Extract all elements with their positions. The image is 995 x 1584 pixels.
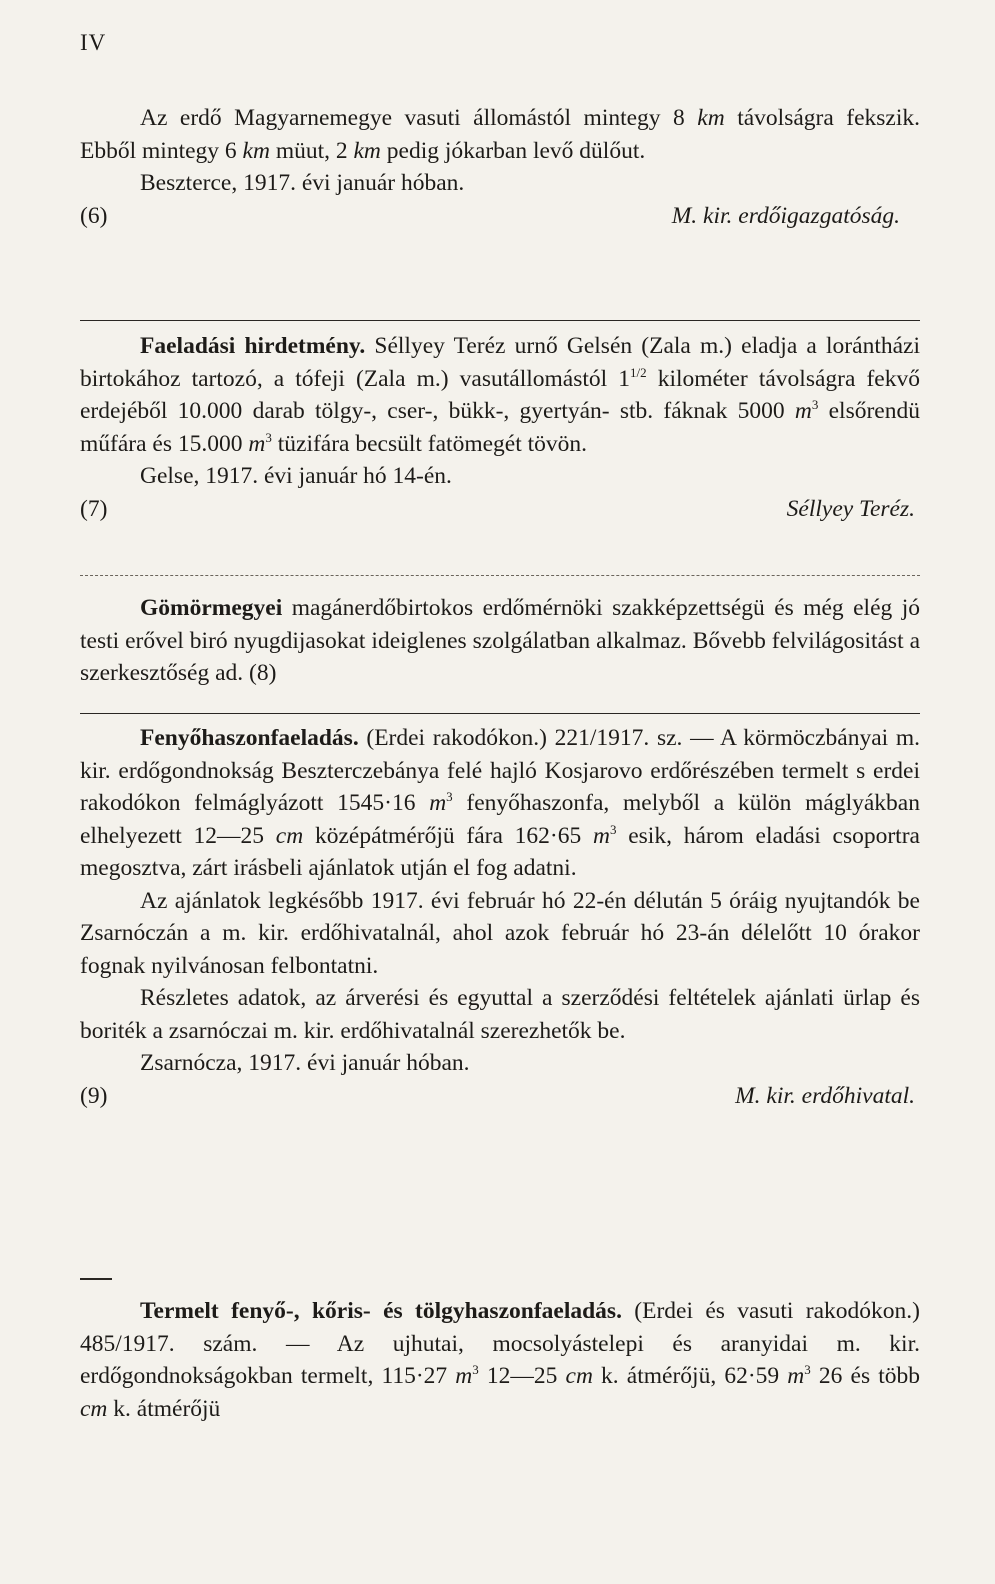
notice-7-body: [80, 330, 920, 460]
unit: cm: [275, 822, 304, 849]
notice-9-signature-line: [80, 1080, 920, 1113]
text: esik, három eladási csoportra megosztva, zárt irásbeli ajánlatok utján el fog adatni.: [80, 822, 920, 881]
unit: km: [697, 105, 725, 131]
superscript: 3: [265, 429, 272, 445]
text: tüzifára becsült fatömegét tövön.: [271, 430, 588, 457]
superscript: 3: [446, 789, 453, 804]
unit: km: [353, 137, 381, 164]
text: (Erdei rakodókon.) 221/1917. sz. — A körmöczbányai m. kir. erdőgondnokság Beszterczebánya felé hajló Kosjarovo erdőrészében termelt s erdei rakodókon felmáglyázott 1545·16: [80, 725, 920, 816]
superscript: 3: [609, 821, 617, 837]
notice-9: [80, 722, 920, 1112]
page-number: IV: [80, 30, 107, 55]
notice-number: (7): [80, 495, 108, 522]
notice-9-paragraph-2: Az ajánlatok legkésőbb 1917. évi február hó 22-én délután 5 óráig nyujtandók be Zsarnóczán a m. kir. erdőhivatalnál, ahol azok február hó 23-án délelőtt 10 órakor fognak nyilvánosan felbontatni.: [80, 887, 920, 979]
divider: [80, 713, 920, 714]
notice-9-body: [80, 722, 920, 885]
unit: m: [794, 398, 812, 424]
notice-9-paragraph-3: Részletes adatok, az árverési és egyuttal a szerződési feltételek ajánlati ürlap és boriték a zsarnóczai m. kir. erdőhivatalnál szerezhetők be.: [80, 985, 920, 1044]
notice-6-signature-line: [80, 200, 920, 233]
text: 12—25: [478, 1363, 566, 1389]
superscript: 3: [811, 397, 819, 412]
notice-7-signature-line: [80, 493, 920, 526]
unit: km: [242, 137, 270, 164]
text: (Erdei és vasuti rakodókon.) 485/1917. szám. — Az ujhutai, mocsolyástelepi és aranyidai m. kir. erdőgondnokságokban termelt, 115·27: [80, 1298, 920, 1389]
notice-7: [80, 330, 920, 525]
unit: cm: [565, 1363, 593, 1389]
unit: m: [429, 790, 447, 816]
notice-10: [80, 1295, 920, 1425]
notice-heading: Gömörmegyei: [140, 595, 283, 621]
notice-8: [80, 592, 920, 690]
text: 26 és több: [810, 1363, 920, 1389]
notice-heading: Fenyőhaszonfaeladás.: [140, 725, 359, 751]
text: fenyőhaszonfa, melyből a külön máglyákban elhelyezett 12—25: [80, 790, 920, 849]
text: k. átmérőjü, 62·59: [592, 1363, 788, 1389]
signature: M. kir. erdőigazgatóság.: [671, 202, 900, 229]
text: pedig jókarban levő dülőut.: [380, 137, 646, 164]
divider: [80, 1278, 112, 1280]
text: magánerdőbirtokos erdőmérnöki szakképzettségü és még elég jó testi erővel biró nyugdijasokat ideiglenes szolgálatban alkalmaz. Bővebb felvilágositást a szerkesztőség ad. (8): [80, 595, 920, 686]
unit: m: [787, 1363, 805, 1389]
signature: Séllyey Teréz.: [786, 495, 915, 522]
text: középátmérőjü fára 162·65: [303, 822, 593, 849]
text: Séllyey Teréz urnő Gelsén (Zala m.) eladja a lorántházi birtokához tartozó, a tófeji (Zala m.) vasutállomástól 1: [80, 333, 920, 392]
text: távolságra fekszik. Ebből mintegy 6: [80, 105, 920, 164]
unit: m: [248, 430, 266, 457]
divider: [80, 320, 920, 321]
text: müut, 2: [269, 137, 354, 164]
notice-6-body: [80, 102, 920, 167]
text: k. átmérőjü: [107, 1395, 221, 1422]
notice-heading: Faeladási hirdetmény.: [140, 333, 366, 359]
text: elsőrendü műfára és 15.000: [80, 398, 920, 457]
unit: m: [592, 822, 610, 849]
notice-10-body: [80, 1295, 920, 1425]
text: Az erdő Magyarnemegye vasuti állomástól mintegy 8: [140, 105, 698, 131]
unit: cm: [80, 1395, 108, 1422]
notice-heading: Termelt fenyő-, kőris- és tölgyhaszonfaeladás.: [140, 1298, 622, 1324]
text: kilométer távolságra fekvő erdejéből 10.000 darab tölgy-, cser-, bükk-, gyertyán- stb. fáknak 5000: [80, 365, 920, 424]
notice-6-date: Beszterce, 1917. évi január hóban.: [140, 170, 465, 196]
signature: M. kir. erdőhivatal.: [735, 1082, 915, 1109]
fraction: 1/2: [630, 364, 647, 380]
notice-9-date: Zsarnócza, 1917. évi január hóban.: [140, 1050, 470, 1076]
divider: [80, 575, 920, 576]
notice-6: [80, 102, 920, 232]
notice-number: (9): [80, 1082, 108, 1109]
notice-8-body: [80, 592, 920, 690]
superscript: 3: [804, 1362, 811, 1377]
unit: m: [455, 1363, 473, 1389]
notice-7-date: Gelse, 1917. évi január hó 14-én.: [140, 463, 452, 489]
notice-number: (6): [80, 202, 108, 229]
superscript: 3: [472, 1362, 479, 1377]
